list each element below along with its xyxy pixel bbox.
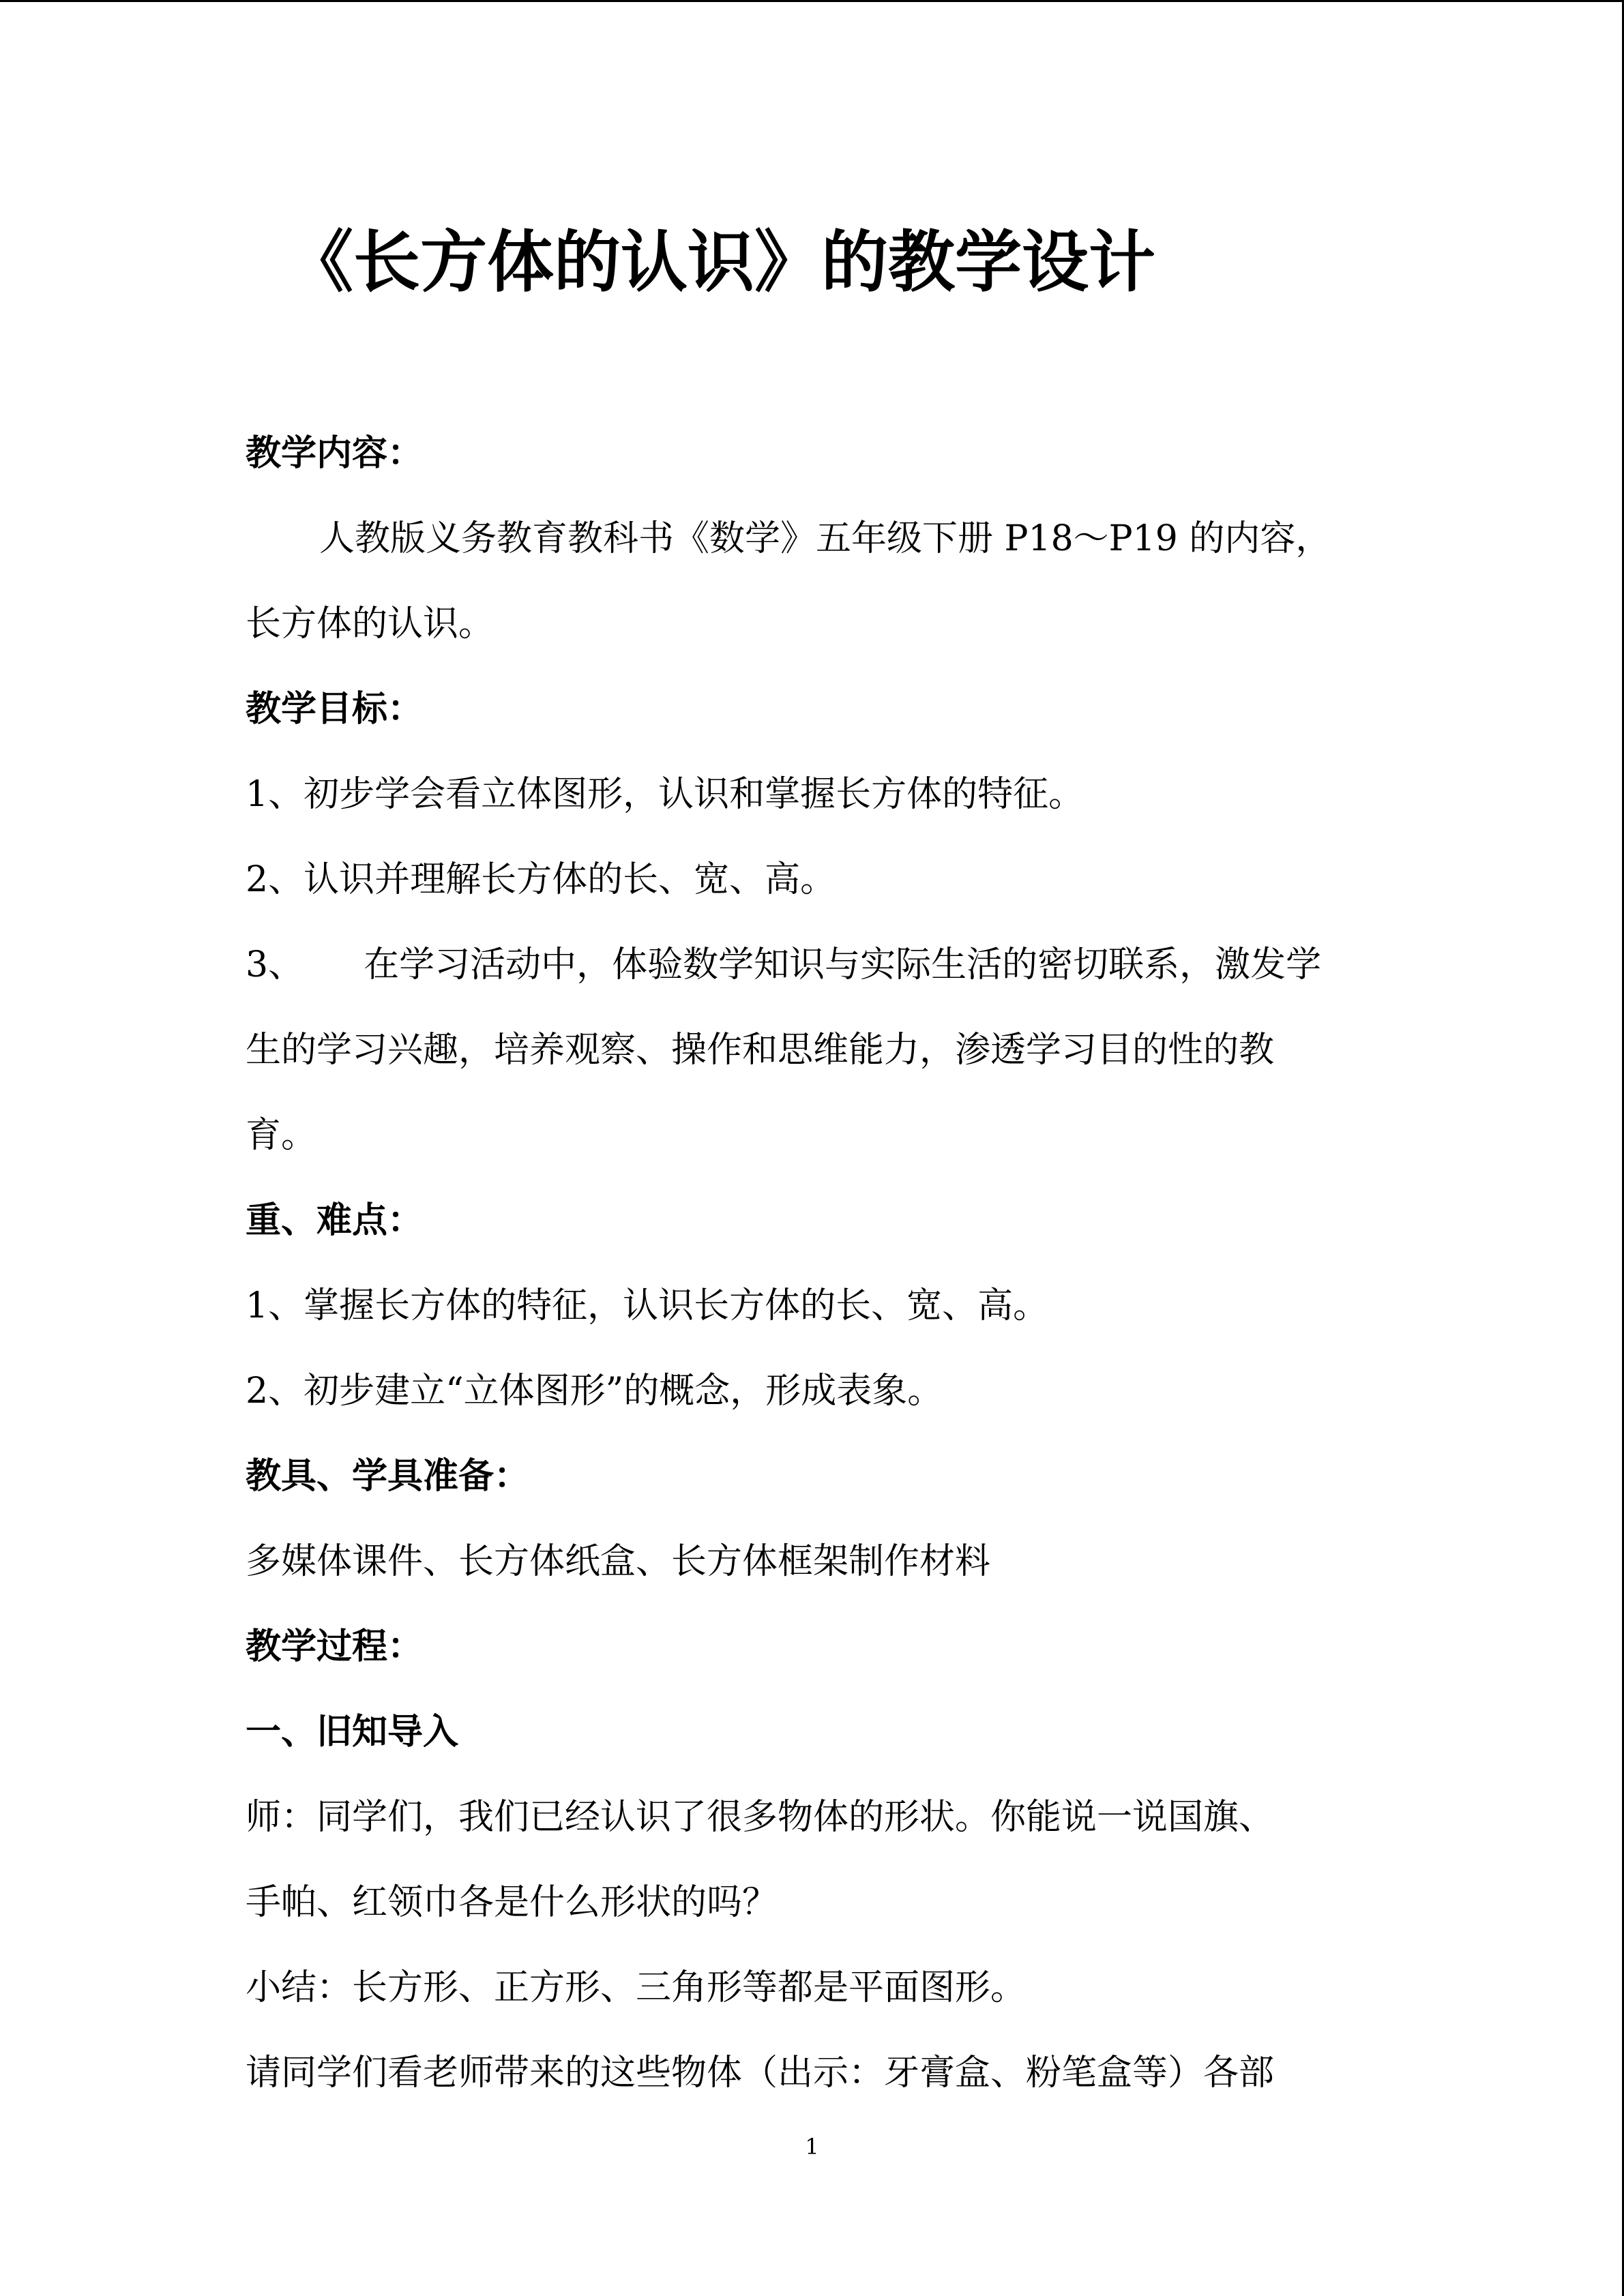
key-point-item-1: 1、掌握长方体的特征，认识长方体的长、宽、高。: [246, 1285, 1049, 1326]
content-line-2: 长方体的认识。: [246, 603, 494, 644]
heading-materials: 教具、学具准备：: [246, 1456, 530, 1497]
process-line-4: 请同学们看老师带来的这些物体（出示：牙膏盒、粉笔盒等）各部: [246, 2053, 1275, 2093]
objective-item-3-line-3: 育。: [246, 1115, 317, 1156]
objective-item-3-line-2: 生的学习兴趣，培养观察、操作和思维能力，渗透学习目的性的教: [246, 1030, 1275, 1071]
content-line-1: 人教版义务教育教科书《数学》五年级下册 P18～P19 的内容，: [319, 518, 1331, 559]
process-line-2: 手帕、红领巾各是什么形状的吗？: [246, 1882, 778, 1923]
objective-item-3-number: 3、: [246, 944, 304, 985]
subheading-review-intro: 一、旧知导入: [246, 1712, 459, 1753]
heading-teaching-content: 教学内容：: [246, 433, 424, 474]
heading-teaching-objectives: 教学目标：: [246, 689, 424, 730]
heading-teaching-process: 教学过程：: [246, 1626, 424, 1667]
objective-item-1: 1、初步学会看立体图形，认识和掌握长方体的特征。: [246, 774, 1084, 815]
objective-item-3: [246, 938, 1391, 992]
objective-item-2: 2、认识并理解长方体的长、宽、高。: [246, 859, 836, 900]
top-border: [0, 0, 1624, 2]
materials-text: 多媒体课件、长方体纸盒、长方体框架制作材料: [246, 1541, 991, 1582]
process-line-3: 小结：长方形、正方形、三角形等都是平面图形。: [246, 1967, 1027, 2008]
document-title: 《长方体的认识》的教学设计: [286, 224, 1156, 301]
objective-item-3-line-1: 在学习活动中，体验数学知识与实际生活的密切联系，激发学: [364, 944, 1322, 985]
heading-key-points: 重、难点：: [246, 1200, 424, 1241]
page-number: 1: [805, 2134, 819, 2160]
process-line-1: 师：同学们，我们已经认识了很多物体的形状。你能说一说国旗、: [246, 1797, 1275, 1838]
key-point-item-2: 2、初步建立“立体图形”的概念，形成表象。: [246, 1371, 943, 1412]
